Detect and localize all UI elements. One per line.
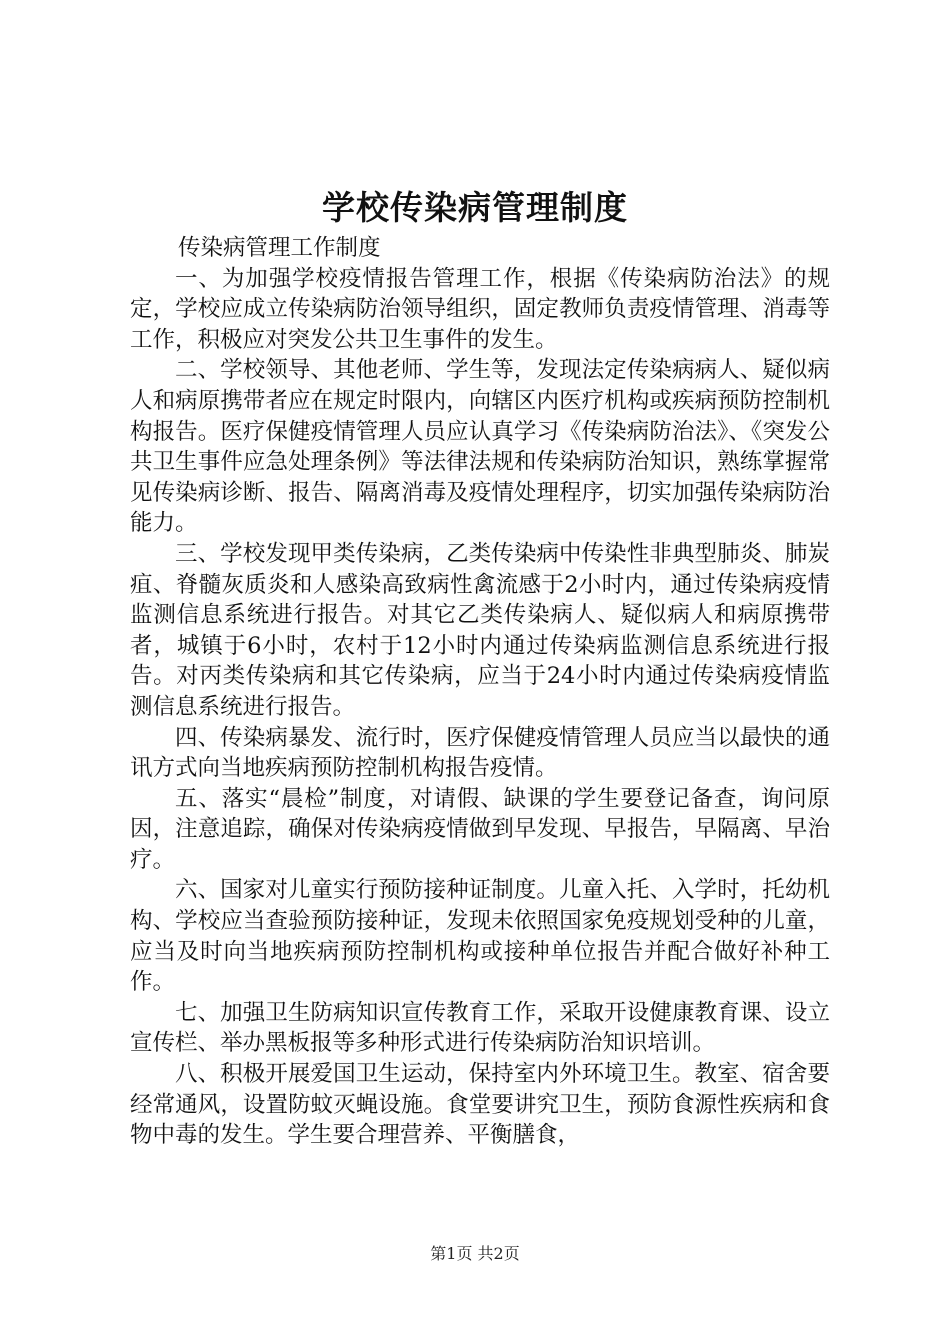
paragraph-5: 五、落实“晨检”制度，对请假、缺课的学生要登记备查，询问原因，注意追踪，确保对传染病疫情做到早发现、早报告，早隔离、早治疗。 (130, 785, 830, 873)
paragraph-1: 一、为加强学校疫情报告管理工作，根据《传染病防治法》的规定，学校应成立传染病防治领导组织，固定教师负责疫情管理、消毒等工作，积极应对突发公共卫生事件的发生。 (130, 265, 830, 353)
paragraph-3: 三、学校发现甲类传染病，乙类传染病中传染性非典型肺炎、肺炭疽、脊髓灰质炎和人感染高致病性禽流感于2小时内，通过传染病疫情监测信息系统进行报告。对其它乙类传染病人、疑似病人和病原携带者，城镇于6小时，农村于12小时内通过传染病监测信息系统进行报告。对丙类传染病和其它传染病，应当于24小时内通过传染病疫情监测信息系统进行报告。 (130, 540, 830, 720)
paragraph-4: 四、传染病暴发、流行时，医疗保健疫情管理人员应当以最快的通讯方式向当地疾病预防控制机构报告疫情。 (130, 724, 830, 782)
document-title: 学校传染病管理制度 (322, 188, 628, 227)
document-subtitle: 传染病管理工作制度 (178, 235, 381, 261)
paragraph-6: 六、国家对儿童实行预防接种证制度。儿童入托、入学时，托幼机构、学校应当查验预防接种证，发现未依照国家免疫规划受种的儿童，应当及时向当地疾病预防控制机构或接种单位报告并配合做好补种工作。 (130, 877, 830, 996)
paragraph-8: 八、积极开展爱国卫生运动，保持室内外环境卫生。教室、宿舍要经常通风，设置防蚊灭蝇设施。食堂要讲究卫生，预防食源性疾病和食物中毒的发生。学生要合理营养、平衡膳食， (130, 1061, 830, 1149)
paragraph-7: 七、加强卫生防病知识宣传教育工作，采取开设健康教育课、设立宣传栏、举办黑板报等多种形式进行传染病防治知识培训。 (130, 999, 830, 1057)
page-footer: 第1页 共2页 (430, 1244, 520, 1263)
document-body (130, 233, 830, 1151)
paragraph-2: 二、学校领导、其他老师、学生等，发现法定传染病病人、疑似病人和病原携带者应在规定时限内，向辖区内医疗机构或疾病预防控制机构报告。医疗保健疫情管理人员应认真学习《传染病防治法》、《突发公共卫生事件应急处理条例》等法律法规和传染病防治知识，熟练掌握常见传染病诊断、报告、隔离消毒及疫情处理程序，切实加强传染病防治能力。 (130, 357, 830, 537)
